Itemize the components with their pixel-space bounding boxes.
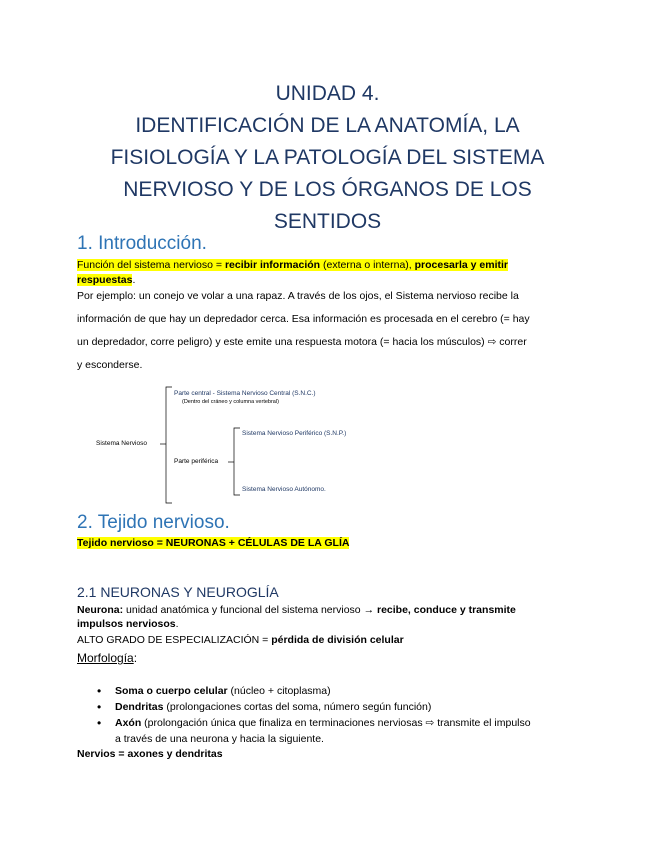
text-span: . (132, 274, 136, 286)
bold-span: Dendritas (115, 701, 164, 713)
title-line: SENTIDOS (273, 210, 382, 233)
bold-span: impulsos nerviosos (77, 618, 176, 630)
diagram-peripheral-label: Parte periférica (174, 458, 219, 465)
diagram-sna-label: Sistema Nervioso Autónomo. (242, 486, 326, 493)
bold-span: respuestas (77, 274, 133, 286)
bold-span: procesarla y emitir (414, 259, 508, 271)
text-span: (externa o interna), (320, 259, 415, 271)
example-line: un depredador, corre peligro) y este emite una respuesta motora (= hacia los músculos) ⇨ correr (77, 336, 527, 348)
tejido-definition (77, 537, 349, 549)
morfologia-label (77, 651, 137, 665)
list-item (77, 699, 597, 715)
text-span: ALTO GRADO DE ESPECIALIZACIÓN = (77, 634, 272, 646)
bold-span: recibe, conduce y transmite (376, 604, 516, 616)
bold-span: recibir información (224, 259, 321, 271)
text-span: Función del sistema nervioso = (77, 259, 225, 271)
example-line: Por ejemplo: un conejo ve volar a una rapaz. A través de los ojos, el Sistema nervioso recibe la (77, 290, 519, 302)
diagram-root-label: Sistema Nervioso (96, 440, 147, 447)
diagram-central-sub: (Dentro del cráneo y columna vertebral) (182, 399, 279, 405)
example-line: información de que hay un depredador cerca. Esa información es procesada en el cerebro (= hay (77, 313, 530, 325)
neurona-paragraph-cont (77, 618, 179, 630)
title-line: NERVIOSO Y DE LOS ÓRGANOS DE LOS (123, 178, 532, 201)
peripheral-brace (234, 428, 240, 495)
list-item (77, 715, 597, 747)
alto-grado-line (77, 634, 404, 646)
text-span: Morfología (77, 651, 134, 665)
neurona-paragraph (77, 604, 516, 616)
main-brace (166, 387, 172, 503)
text-span: a través de una neurona y hacia la siguiente. (115, 733, 324, 745)
list-item (77, 683, 597, 699)
bold-span: Nervios = axones y dendritas (77, 748, 223, 760)
section-heading-tejido: 2. Tejido nervioso. (77, 512, 230, 533)
bold-span: Neurona: (77, 604, 124, 616)
title-line: IDENTIFICACIÓN DE LA ANATOMÍA, LA (135, 114, 520, 137)
morfologia-list (77, 683, 597, 747)
section-heading-introduccion: 1. Introducción. (77, 233, 207, 254)
bold-span: Axón (115, 717, 142, 729)
bold-span: Tejido nervioso = NEURONAS + CÉLULAS DE LA GLÍA (77, 537, 350, 549)
diagram-snp-label: Sistema Nervioso Periférico (S.N.P.) (242, 430, 347, 437)
diagram-central-label: Parte central - Sistema Nervioso Central (S.N.C.) (174, 390, 316, 397)
bold-span: Soma o cuerpo celular (115, 685, 228, 697)
title-line: UNIDAD 4. (275, 82, 380, 105)
nervios-line (77, 748, 223, 760)
bold-span: pérdida de división celular (271, 634, 404, 646)
section-heading-neuronas: 2.1 NEURONAS Y NEUROGLÍA (77, 584, 279, 600)
tejido-highlight (77, 537, 349, 549)
example-line: y esconderse. (77, 359, 143, 371)
text-span: (prolongación única que finaliza en terminaciones nerviosas ⇨ transmite el impulso (141, 717, 531, 729)
text-span: : (133, 651, 138, 665)
text-span: unidad anatómica y funcional del sistema nervioso → (123, 604, 377, 616)
text-span: (prolongaciones cortas del soma, número según función) (163, 701, 432, 713)
text-span: (núcleo + citoplasma) (227, 685, 331, 697)
title-line: FISIOLOGÍA Y LA PATOLOGÍA DEL SISTEMA (110, 146, 545, 169)
text-span: . (175, 618, 179, 630)
